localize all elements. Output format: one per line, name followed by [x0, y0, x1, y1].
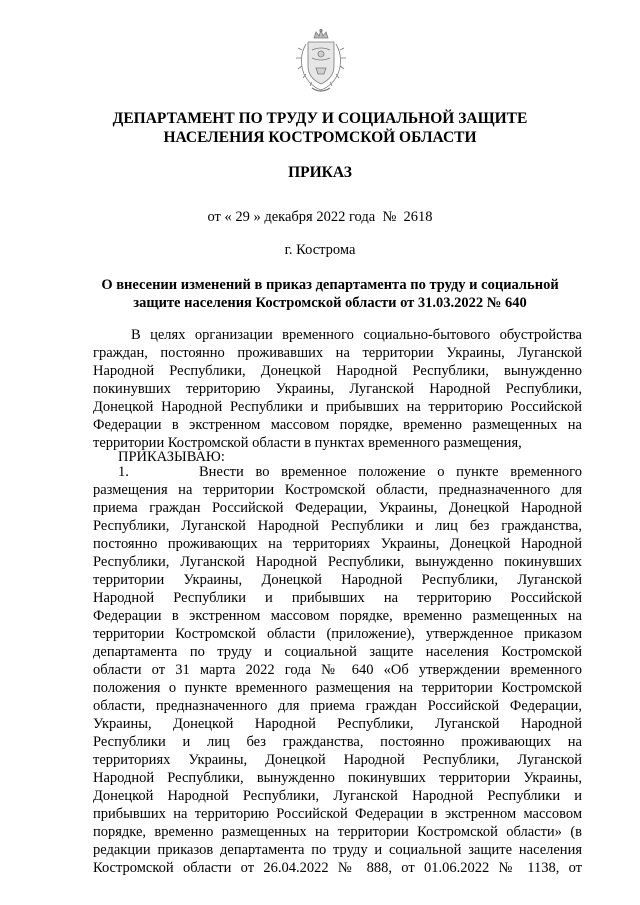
body-line-order-word: ПРИКАЗЫВАЮ:	[118, 449, 225, 465]
document-title: ПРИКАЗ	[288, 164, 352, 181]
body-line: Украины, Донецкой Народной Республики, Луганской Народной	[93, 716, 582, 732]
body-line-item-1: 1. Внести во временное положение о пункте временного	[118, 464, 582, 480]
body-line: Донецкой Народной Республики, Луганской Народной Республики и	[93, 788, 582, 804]
body-line: положения о пункте временного размещения на территории Костромской	[93, 680, 582, 696]
body-line: территории Костромской области в пунктах временного размещения,	[93, 435, 522, 451]
body-line: порядке, временно размещенных на территории Костромской области» (в	[93, 824, 582, 840]
body-line: В целях организации временного социально-бытового обустройства	[131, 327, 582, 343]
body-line: редакции приказов департамента по труду и социальной защите населения	[93, 842, 582, 858]
order-city: г. Кострома	[284, 242, 356, 258]
body-line: Народной Республики и прибывших на территорию Российской	[93, 590, 582, 606]
body-line: приема граждан Российской Федерации, Украины, Донецкой Народной	[93, 500, 582, 516]
body-line: департамента по труду и социальной защите населения Костромской	[93, 644, 582, 660]
body-line: Народной Республики, Донецкой Народной Республики, вынужденно	[93, 363, 582, 379]
body-line: Костромской области от 26.04.2022 № 888, от 01.06.2022 № 1138, от	[93, 860, 582, 876]
order-date-number: от « 29 » декабря 2022 года № 2618	[207, 209, 433, 225]
body-line: Федерации в экстренном массовом порядке, временно размещенных на	[93, 608, 582, 624]
body-line: территории Украины, Донецкой Народной Республики, Луганской	[93, 572, 582, 588]
department-name-line1: ДЕПАРТАМЕНТ ПО ТРУДУ И СОЦИАЛЬНОЙ ЗАЩИТЕ	[112, 110, 528, 127]
body-line: Республики, Луганской Народной Республики, вынужденно покинувших	[93, 554, 582, 570]
order-subject-line2: защите населения Костромской области от 31.03.2022 № 640	[133, 295, 527, 311]
coat-of-arms-emblem	[292, 28, 350, 94]
body-line: Республики и лиц без гражданства, постоянно проживающих на	[93, 734, 582, 750]
body-line: Народной Республики, вынужденно покинувших территории Украины,	[93, 770, 582, 786]
order-subject	[85, 276, 575, 312]
department-name	[60, 109, 580, 147]
body-line: постоянно проживающих на территориях Украины, Донецкой Народной	[93, 536, 582, 552]
body-line: покинувших территорию Украины, Луганской Народной Республики,	[93, 381, 582, 397]
body-line: территориях Украины, Донецкой Народной Республики, Луганской	[93, 752, 582, 768]
body-line: территории Костромской области (приложение), утвержденное приказом	[93, 626, 582, 642]
body-line: Республики, Луганской Народной Республики и лиц без гражданства,	[93, 518, 582, 534]
body-line: Федерации в экстренном массовом порядке, временно размещенных на	[93, 417, 582, 433]
order-subject-line1: О внесении изменений в приказ департамента по труду и социальной	[101, 277, 559, 293]
body-line: области, предназначенного для приема граждан Российской Федерации,	[93, 698, 582, 714]
body-line: прибывших на территорию Российской Федерации в экстренном массовом	[93, 806, 582, 822]
body-line: Донецкой Народной Республики и прибывших на территорию Российской	[93, 399, 582, 415]
body-line: размещения на территории Костромской области, предназначенного для	[93, 482, 582, 498]
body-line: области от 31 марта 2022 года № 640 «Об утверждении временного	[93, 662, 582, 678]
body-line: граждан, постоянно проживавших на территории Украины, Луганской	[93, 345, 582, 361]
department-name-line2: НАСЕЛЕНИЯ КОСТРОМСКОЙ ОБЛАСТИ	[163, 129, 477, 146]
